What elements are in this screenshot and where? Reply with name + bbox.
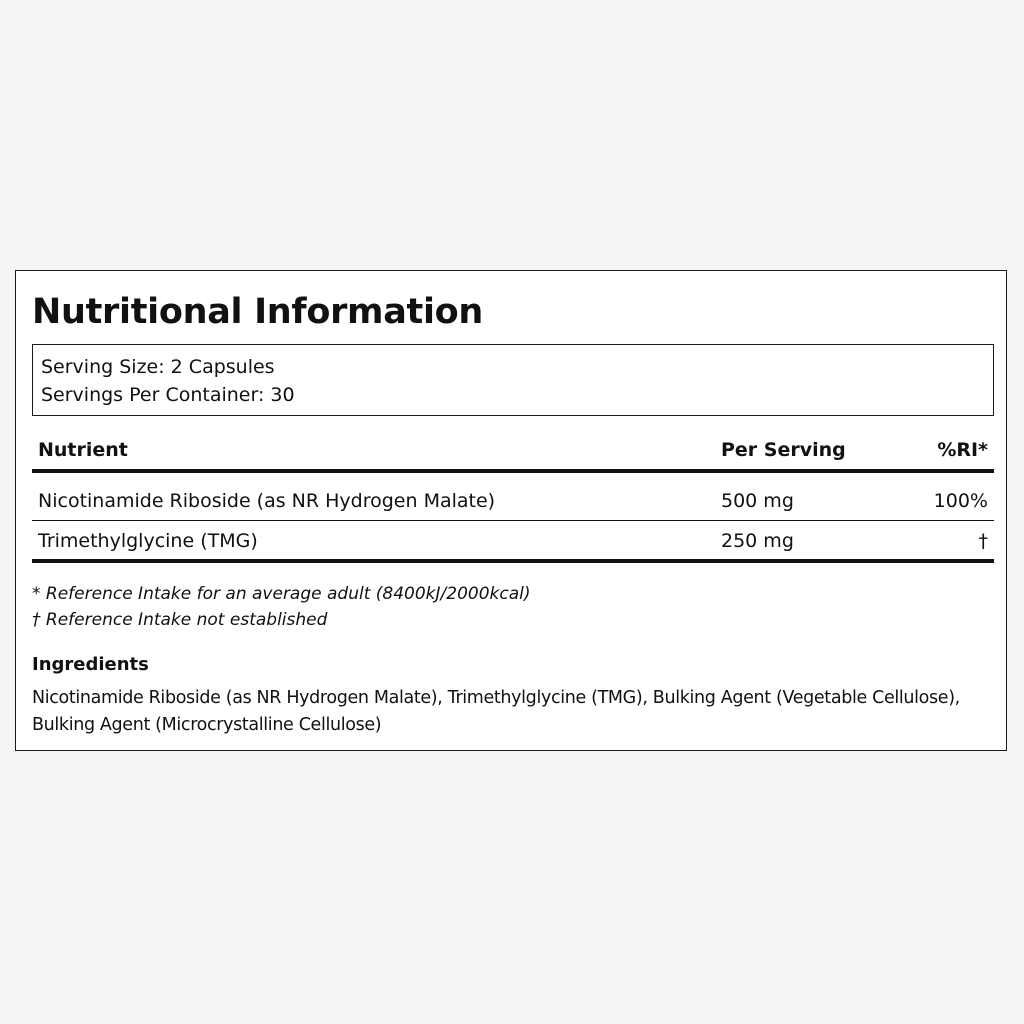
header-per-serving: Per Serving bbox=[721, 439, 846, 461]
serving-size: Serving Size: 2 Capsules bbox=[41, 356, 275, 378]
nutrient-table-header bbox=[32, 433, 994, 473]
footnote-not-established: † Reference Intake not established bbox=[32, 610, 328, 630]
per-serving-amount: 500 mg bbox=[721, 490, 794, 512]
nutrient-name: Trimethylglycine (TMG) bbox=[38, 530, 258, 552]
per-serving-amount: 250 mg bbox=[721, 530, 794, 552]
nutrition-label bbox=[15, 270, 1007, 751]
ri-percent: † bbox=[978, 530, 988, 552]
header-nutrient: Nutrient bbox=[38, 439, 128, 461]
ingredients-text: Nicotinamide Riboside (as NR Hydrogen Malate), Trimethylglycine (TMG), Bulking Agent (Vegetable Cellulose), Bulking Agent (Microcrystalline Cellulose) bbox=[32, 688, 960, 735]
header-ri: %RI* bbox=[937, 439, 988, 461]
label-title: Nutritional Information bbox=[32, 292, 484, 332]
nutrient-name: Nicotinamide Riboside (as NR Hydrogen Malate) bbox=[38, 490, 496, 512]
serving-info-box bbox=[32, 344, 994, 416]
servings-per-container: Servings Per Container: 30 bbox=[41, 384, 295, 406]
ingredients-heading: Ingredients bbox=[32, 654, 149, 675]
footnote-reference-intake: * Reference Intake for an average adult (8400kJ/2000kcal) bbox=[32, 584, 531, 604]
table-row bbox=[32, 474, 994, 521]
ri-percent: 100% bbox=[933, 490, 988, 512]
table-row bbox=[32, 521, 994, 563]
